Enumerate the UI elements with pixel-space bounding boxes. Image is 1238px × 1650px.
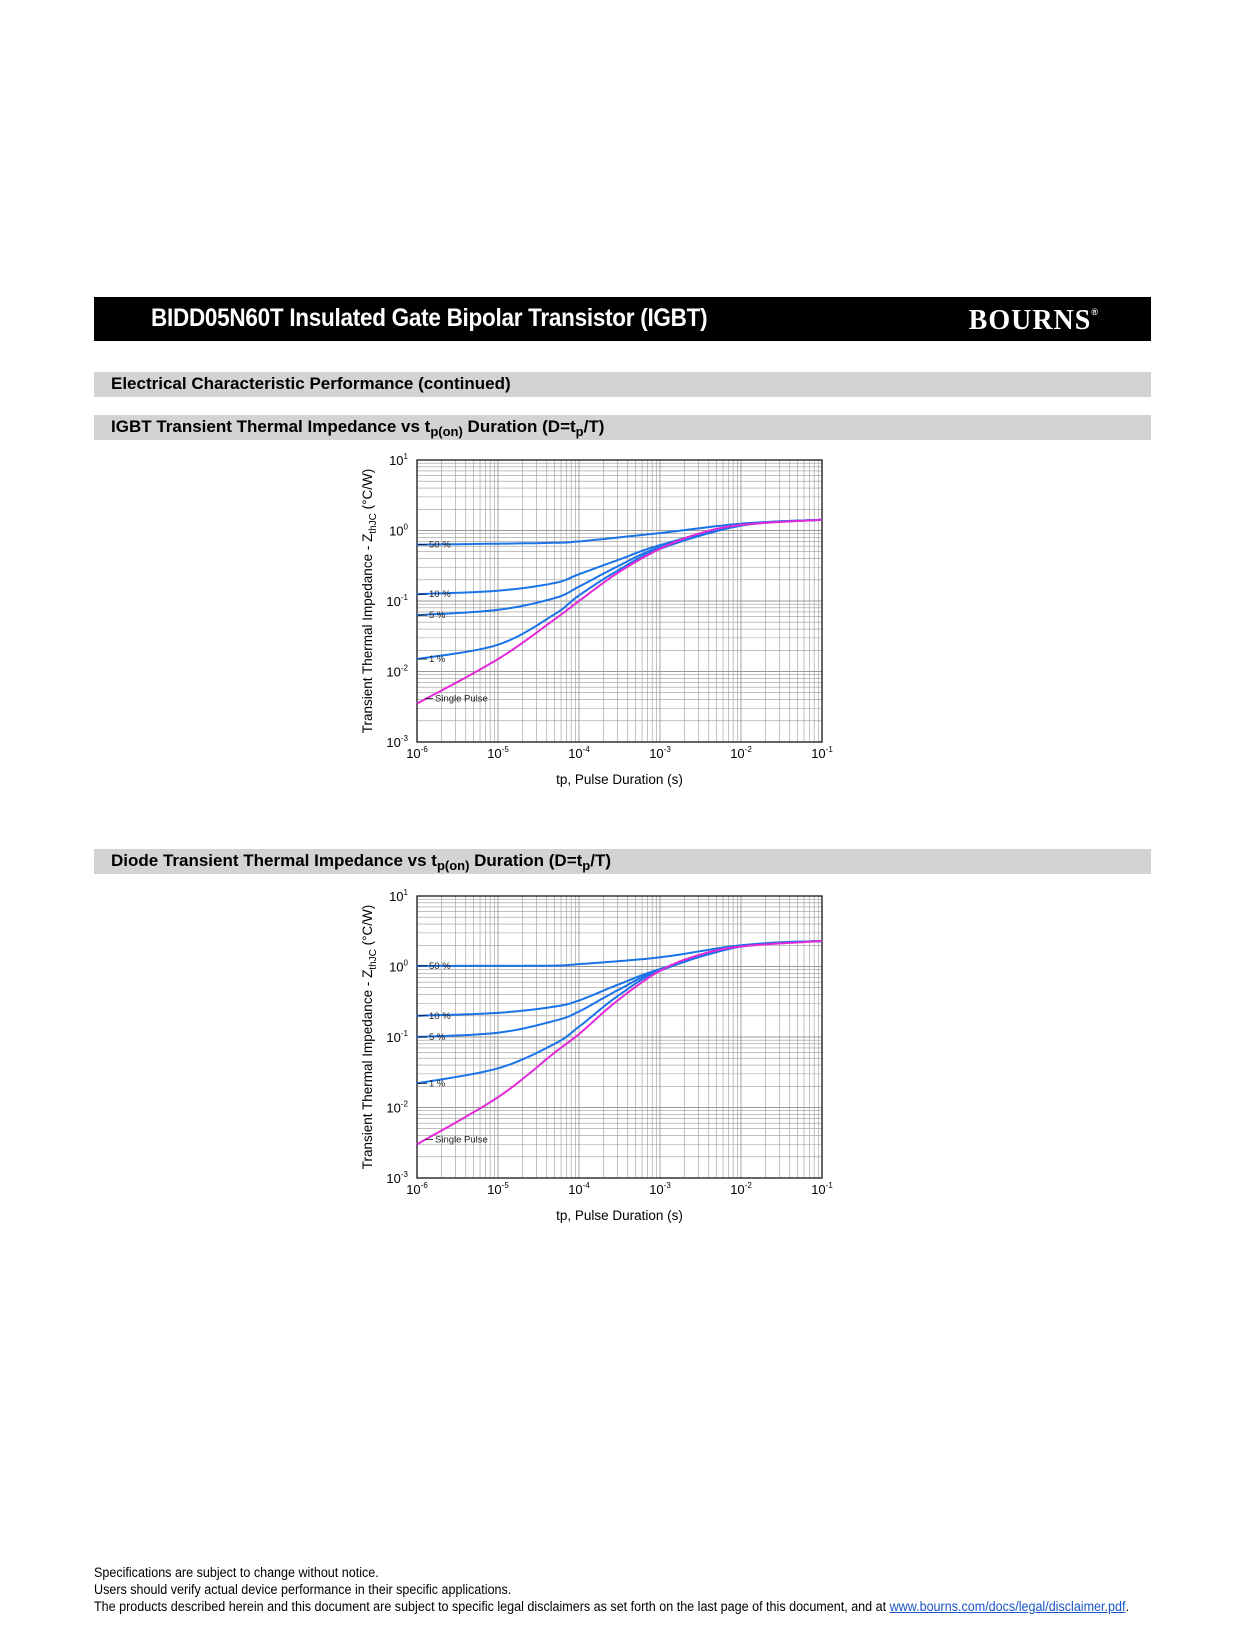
y-tick-label: $10^{-3}$ <box>386 734 408 750</box>
section-heading-igbt <box>94 415 1151 440</box>
footer-line: Specifications are subject to change without notice. <box>94 1565 379 1580</box>
x-tick-label: $10^{-4}$ <box>568 1181 590 1197</box>
page-title: BIDD05N60T Insulated Gate Bipolar Transistor (IGBT) <box>151 304 708 332</box>
series-label: 10 % <box>429 589 451 601</box>
header-bar <box>94 297 1151 341</box>
y-axis-title: Transient Thermal Impedance - $Z_{thJC}$ (°C/W) <box>360 904 379 1170</box>
y-tick-label: $10^{-1}$ <box>386 1029 408 1045</box>
x-tick-label: $10^{-4}$ <box>568 745 590 761</box>
series-label: 50 % <box>429 960 451 972</box>
heading-part: Duration (D=t <box>462 417 576 436</box>
series-label: 1 % <box>429 1078 446 1090</box>
section-heading-diode <box>94 849 1151 874</box>
footer-text: The products described herein and this document are subject to specific legal disclaimers as set forth on the last page of this document, and at <box>94 1599 890 1614</box>
x-tick-label: $10^{-6}$ <box>406 745 428 761</box>
x-tick-label: $10^{-3}$ <box>649 1181 671 1197</box>
x-tick-label: $10^{-1}$ <box>811 745 833 761</box>
heading-subscript: p(on) <box>436 858 470 873</box>
section-heading-text <box>111 851 611 873</box>
series-label: 50 % <box>429 539 451 551</box>
footer <box>94 1564 1129 1615</box>
heading-part: IGBT Transient Thermal Impedance vs t <box>111 417 431 436</box>
x-tick-label: $10^{-3}$ <box>649 745 671 761</box>
series-label: 5 % <box>429 610 446 622</box>
brand-logo <box>969 305 1099 337</box>
heading-part: /T) <box>583 417 605 436</box>
brand-name: BOURNS <box>968 305 1092 336</box>
y-tick-label: $10^{-1}$ <box>386 593 408 609</box>
y-tick-label: $10^1$ <box>389 888 408 904</box>
y-tick-label: $10^1$ <box>389 452 408 468</box>
series-label: 1 % <box>429 654 446 666</box>
heading-subscript: p(on) <box>430 424 463 439</box>
y-tick-label: $10^{-2}$ <box>386 663 408 680</box>
footer-line: Users should verify actual device performance in their specific applications. <box>94 1582 512 1597</box>
footer-text: . <box>1125 1599 1129 1614</box>
disclaimer-link[interactable]: www.bourns.com/docs/legal/disclaimer.pdf <box>889 1599 1126 1614</box>
y-axis-title: Transient Thermal Impedance - $Z_{thJC}$ (°C/W) <box>360 468 379 734</box>
series-line-single-pulse <box>417 941 822 1144</box>
series-group <box>417 941 822 1144</box>
footer-line <box>94 1598 1129 1615</box>
series-line-1- <box>417 941 822 1083</box>
heading-subscript: p <box>575 424 584 439</box>
y-tick-label: $10^0$ <box>389 958 408 975</box>
chart-svg <box>330 448 850 798</box>
series-line-1- <box>417 520 822 659</box>
x-axis-title: tp, Pulse Duration (s) <box>556 772 683 787</box>
series-label: 10 % <box>429 1010 451 1022</box>
series-line-5- <box>417 941 822 1037</box>
x-tick-label: $10^{-1}$ <box>811 1181 833 1197</box>
diode-thermal-impedance-chart <box>330 884 850 1234</box>
series-label: Single Pulse <box>435 693 488 705</box>
series-line-10- <box>417 941 822 1016</box>
x-tick-label: $10^{-5}$ <box>487 1181 509 1197</box>
section-heading-text <box>111 417 604 439</box>
x-tick-label: $10^{-6}$ <box>406 1181 428 1197</box>
series-label: 5 % <box>429 1032 446 1043</box>
x-axis-title: tp, Pulse Duration (s) <box>556 1208 683 1223</box>
brand-registered-mark: ® <box>1091 307 1099 317</box>
y-tick-label: $10^{-2}$ <box>386 1099 408 1116</box>
igbt-thermal-impedance-chart <box>330 448 850 798</box>
x-tick-label: $10^{-2}$ <box>730 1181 752 1197</box>
series-label: Single Pulse <box>435 1134 488 1146</box>
section-heading-electrical <box>94 372 1151 397</box>
series-line-10- <box>417 520 822 594</box>
x-tick-label: $10^{-2}$ <box>730 745 752 761</box>
y-tick-label: $10^{-3}$ <box>386 1170 408 1186</box>
heading-part: Duration (D=t <box>469 851 583 870</box>
chart-svg <box>330 884 850 1234</box>
section-heading-text: Electrical Characteristic Performance (continued) <box>111 374 511 393</box>
heading-part: Diode Transient Thermal Impedance vs t <box>111 851 437 870</box>
x-tick-label: $10^{-5}$ <box>487 745 509 761</box>
heading-part: /T) <box>590 851 612 870</box>
y-tick-label: $10^0$ <box>389 522 408 539</box>
heading-subscript: p <box>582 858 591 873</box>
